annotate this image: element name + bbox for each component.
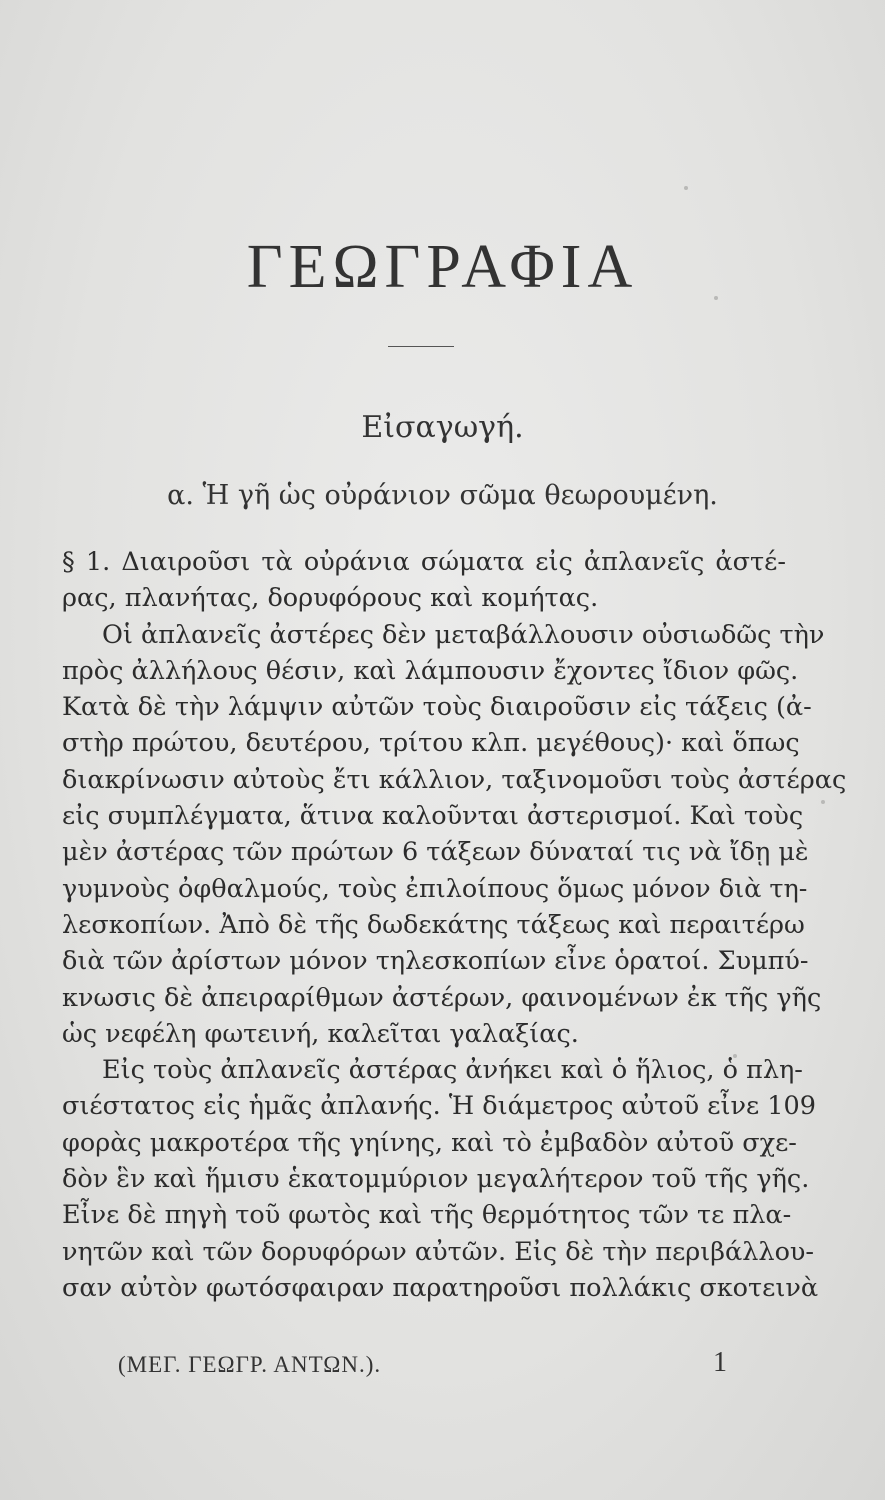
text-line: Εἶνε δὲ πηγὴ τοῦ φωτὸς καὶ τῆς θερμότητος τῶν τε πλα- — [62, 1200, 792, 1231]
text-line: κνωσις δὲ ἀπειραρίθμων ἀστέρων, φαινομένων ἐκ τῆς γῆς — [62, 982, 822, 1013]
text-line: γυμνοὺς ὀφθαλμούς, τοὺς ἐπιλοίπους ὅμως μόνον διὰ τη- — [62, 873, 808, 904]
text-line: § 1. Διαιροῦσι τὰ οὐράνια σώματα εἰς ἀπλανεῖς ἀστέ- — [62, 547, 786, 577]
text-line: διακρίνωσιν αὐτοὺς ἔτι κάλλιον, ταξινομοῦσι τοὺς ἀστέρας — [62, 764, 847, 795]
text-line: Οἱ ἀπλανεῖς ἀστέρες δὲν μεταβάλλουσιν οὐσιωδῶς τὴν — [102, 619, 825, 650]
section-heading: Εἰσαγωγή. — [361, 410, 524, 445]
text-line: νητῶν καὶ τῶν δορυφόρων αὐτῶν. Εἰς δὲ τὴν περιβάλλου- — [62, 1236, 815, 1267]
text-line: Κατὰ δὲ τὴν λάμψιν αὐτῶν τοὺς διαιροῦσιν εἰς τάξεις (ἀ- — [62, 692, 812, 723]
page-title: ΓΕΩΓΡΑΦΙΑ — [246, 233, 639, 301]
text-line: ρας, πλανήτας, δορυφόρους καὶ κομήτας. — [62, 583, 599, 614]
title-divider — [388, 346, 454, 347]
text-line: διὰ τῶν ἀρίστων μόνον τηλεσκοπίων εἶνε ὁρατοί. Συμπύ- — [62, 946, 809, 977]
text-line: στὴρ πρώτου, δευτέρου, τρίτου κλπ. μεγέθους)· καὶ ὅπως — [62, 728, 800, 759]
page-number: 1 — [713, 1347, 727, 1378]
text-line: σιέστατος εἰς ἡμᾶς ἀπλανής. Ἡ διάμετρος αὐτοῦ εἶνε 109 — [62, 1091, 816, 1122]
text-line: μὲν ἀστέρας τῶν πρώτων 6 τάξεων δύναταί τις νὰ ἴδῃ μὲ — [62, 837, 809, 868]
text-line: εἰς συμπλέγματα, ἅτινα καλοῦνται ἀστερισμοί. Καὶ τοὺς — [62, 801, 804, 832]
body-text — [62, 544, 847, 1306]
text-line: ὡς νεφέλη φωτεινή, καλεῖται γαλαξίας. — [62, 1018, 579, 1049]
footer-signature: (ΜΕΓ. ΓΕΩΓΡ. ΑΝΤΩΝ.). — [118, 1352, 382, 1377]
subsection-heading: α. Ἡ γῆ ὡς οὐράνιον σῶμα θεωρουμένη. — [167, 480, 718, 511]
paper-speck — [684, 186, 688, 190]
text-line: Εἰς τοὺς ἀπλανεῖς ἀστέρας ἀνήκει καὶ ὁ ἥλιος, ὁ πλη- — [102, 1055, 803, 1086]
text-line: φορὰς μακροτέρα τῆς γηίνης, καὶ τὸ ἐμβαδὸν αὐτοῦ σχε- — [62, 1127, 797, 1158]
text-line: λεσκοπίων. Ἀπὸ δὲ τῆς δωδεκάτης τάξεως καὶ περαιτέρω — [62, 909, 805, 940]
text-line: δὸν ἓν καὶ ἥμισυ ἑκατομμύριον μεγαλήτερον τοῦ τῆς γῆς. — [62, 1164, 810, 1195]
paper-speck — [821, 800, 825, 804]
text-line: πρὸς ἀλλήλους θέσιν, καὶ λάμπουσιν ἔχοντες ἴδιον φῶς. — [62, 655, 799, 686]
text-line: σαν αὐτὸν φωτόσφαιραν παρατηροῦσι πολλάκις σκοτεινὰ — [62, 1272, 819, 1303]
